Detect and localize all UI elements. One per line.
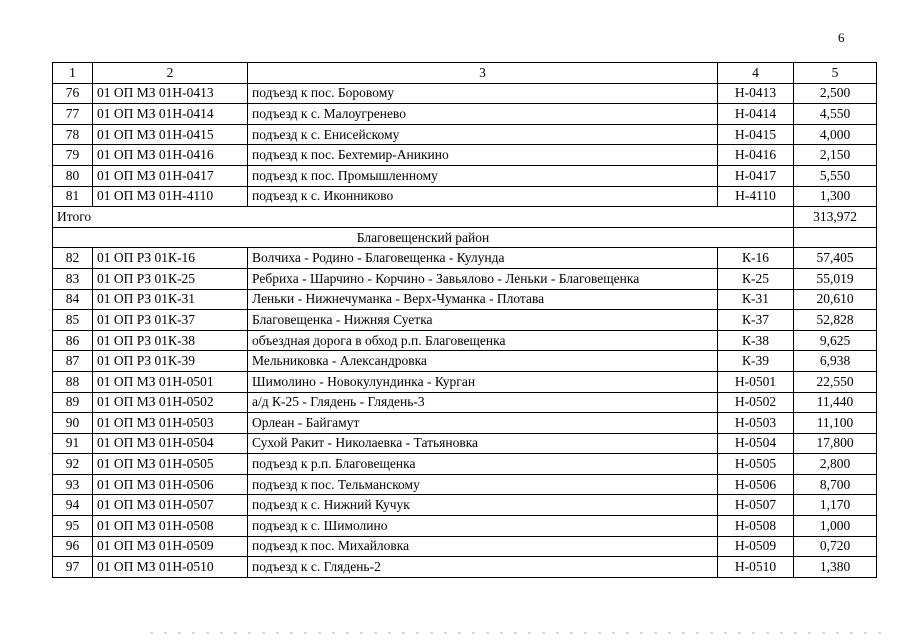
section-title: Благовещенский район <box>53 227 794 248</box>
road-id: 01 ОП РЗ 01К-16 <box>93 248 248 269</box>
road-name: а/д К-25 - Глядень - Глядень-3 <box>248 392 718 413</box>
table-row <box>53 495 877 516</box>
road-name: подъезд к пос. Промышленному <box>248 165 718 186</box>
road-code: К-16 <box>718 248 794 269</box>
road-name: подъезд к с. Енисейскому <box>248 124 718 145</box>
road-id: 01 ОП РЗ 01К-39 <box>93 351 248 372</box>
road-name: Сухой Ракит - Николаевка - Татьяновка <box>248 433 718 454</box>
road-length: 6,938 <box>794 351 877 372</box>
header-cell-1: 1 <box>53 63 93 84</box>
table-body <box>53 63 877 578</box>
row-number: 90 <box>53 413 93 434</box>
table-row <box>53 433 877 454</box>
road-id: 01 ОП МЗ 01Н-0506 <box>93 474 248 495</box>
row-number: 83 <box>53 268 93 289</box>
row-number: 85 <box>53 310 93 331</box>
road-code: Н-0508 <box>718 516 794 537</box>
road-code: К-38 <box>718 330 794 351</box>
table-row <box>53 186 877 207</box>
road-name: Волчиха - Родино - Благовещенка - Кулунда <box>248 248 718 269</box>
road-length: 20,610 <box>794 289 877 310</box>
road-name: подъезд к с. Малоугренево <box>248 104 718 125</box>
table-row <box>53 83 877 104</box>
road-id: 01 ОП РЗ 01К-37 <box>93 310 248 331</box>
total-row <box>53 207 877 228</box>
table-row <box>53 536 877 557</box>
road-id: 01 ОП МЗ 01Н-0508 <box>93 516 248 537</box>
road-length: 55,019 <box>794 268 877 289</box>
road-code: К-31 <box>718 289 794 310</box>
road-code: К-25 <box>718 268 794 289</box>
road-length: 1,000 <box>794 516 877 537</box>
road-id: 01 ОП МЗ 01Н-0505 <box>93 454 248 475</box>
row-number: 97 <box>53 557 93 578</box>
road-code: Н-0416 <box>718 145 794 166</box>
road-id: 01 ОП МЗ 01Н-0504 <box>93 433 248 454</box>
road-id: 01 ОП РЗ 01К-31 <box>93 289 248 310</box>
row-number: 80 <box>53 165 93 186</box>
road-code: Н-0507 <box>718 495 794 516</box>
table-row <box>53 145 877 166</box>
road-name: подъезд к с. Шимолино <box>248 516 718 537</box>
table-row <box>53 392 877 413</box>
road-name: подъезд к с. Глядень-2 <box>248 557 718 578</box>
total-label: Итого <box>53 207 794 228</box>
road-id: 01 ОП МЗ 01Н-0509 <box>93 536 248 557</box>
table-row <box>53 557 877 578</box>
road-length: 1,170 <box>794 495 877 516</box>
road-code: Н-0501 <box>718 371 794 392</box>
road-id: 01 ОП МЗ 01Н-0507 <box>93 495 248 516</box>
row-number: 81 <box>53 186 93 207</box>
road-code: Н-0510 <box>718 557 794 578</box>
header-row <box>53 63 877 84</box>
road-length: 0,720 <box>794 536 877 557</box>
total-value: 313,972 <box>794 207 877 228</box>
table-row <box>53 289 877 310</box>
header-cell-5: 5 <box>794 63 877 84</box>
row-number: 96 <box>53 536 93 557</box>
road-length: 2,150 <box>794 145 877 166</box>
road-code: Н-0509 <box>718 536 794 557</box>
road-id: 01 ОП МЗ 01Н-0503 <box>93 413 248 434</box>
road-code: Н-0504 <box>718 433 794 454</box>
road-length: 2,800 <box>794 454 877 475</box>
section-row <box>53 227 877 248</box>
road-length: 4,000 <box>794 124 877 145</box>
page-number: 6 <box>838 30 845 45</box>
table-row <box>53 104 877 125</box>
road-code: Н-0413 <box>718 83 794 104</box>
road-id: 01 ОП МЗ 01Н-0414 <box>93 104 248 125</box>
road-id: 01 ОП МЗ 01Н-0501 <box>93 371 248 392</box>
road-id: 01 ОП МЗ 01Н-0510 <box>93 557 248 578</box>
row-number: 91 <box>53 433 93 454</box>
road-code: Н-0417 <box>718 165 794 186</box>
row-number: 84 <box>53 289 93 310</box>
table-row <box>53 516 877 537</box>
road-length: 22,550 <box>794 371 877 392</box>
road-name: Мельниковка - Александровка <box>248 351 718 372</box>
road-length: 2,500 <box>794 83 877 104</box>
road-name: Орлеан - Байгамут <box>248 413 718 434</box>
row-number: 87 <box>53 351 93 372</box>
table-row <box>53 413 877 434</box>
row-number: 78 <box>53 124 93 145</box>
road-name: Леньки - Нижнечуманка - Верх-Чуманка - Плотава <box>248 289 718 310</box>
road-name: Ребриха - Шарчино - Корчино - Завьялово - Леньки - Благовещенка <box>248 268 718 289</box>
road-name: подъезд к с. Иконниково <box>248 186 718 207</box>
header-cell-3: 3 <box>248 63 718 84</box>
road-name: подъезд к пос. Боровому <box>248 83 718 104</box>
road-code: Н-0502 <box>718 392 794 413</box>
road-length: 1,380 <box>794 557 877 578</box>
road-length: 1,300 <box>794 186 877 207</box>
table-row <box>53 351 877 372</box>
road-length: 4,550 <box>794 104 877 125</box>
road-name: Шимолино - Новокулундинка - Курган <box>248 371 718 392</box>
row-number: 76 <box>53 83 93 104</box>
table-row <box>53 268 877 289</box>
road-code: Н-0503 <box>718 413 794 434</box>
row-number: 95 <box>53 516 93 537</box>
table-row <box>53 124 877 145</box>
road-id: 01 ОП МЗ 01Н-0502 <box>93 392 248 413</box>
row-number: 77 <box>53 104 93 125</box>
road-length: 5,550 <box>794 165 877 186</box>
table-row <box>53 474 877 495</box>
road-length: 17,800 <box>794 433 877 454</box>
road-length: 8,700 <box>794 474 877 495</box>
road-length: 57,405 <box>794 248 877 269</box>
road-length: 9,625 <box>794 330 877 351</box>
road-id: 01 ОП МЗ 01Н-0416 <box>93 145 248 166</box>
scan-noise-line <box>150 632 890 634</box>
table-row <box>53 371 877 392</box>
road-code: Н-0506 <box>718 474 794 495</box>
header-cell-4: 4 <box>718 63 794 84</box>
header-cell-2: 2 <box>93 63 248 84</box>
section-empty-cell <box>794 227 877 248</box>
row-number: 82 <box>53 248 93 269</box>
road-name: подъезд к р.п. Благовещенка <box>248 454 718 475</box>
row-number: 86 <box>53 330 93 351</box>
road-length: 11,100 <box>794 413 877 434</box>
row-number: 93 <box>53 474 93 495</box>
road-name: подъезд к с. Нижний Кучук <box>248 495 718 516</box>
road-id: 01 ОП МЗ 01Н-4110 <box>93 186 248 207</box>
road-id: 01 ОП МЗ 01Н-0413 <box>93 83 248 104</box>
road-code: Н-0414 <box>718 104 794 125</box>
road-name: подъезд к пос. Тельманскому <box>248 474 718 495</box>
row-number: 88 <box>53 371 93 392</box>
road-name: подъезд к пос. Михайловка <box>248 536 718 557</box>
road-id: 01 ОП МЗ 01Н-0415 <box>93 124 248 145</box>
road-id: 01 ОП МЗ 01Н-0417 <box>93 165 248 186</box>
row-number: 92 <box>53 454 93 475</box>
row-number: 79 <box>53 145 93 166</box>
road-code: К-37 <box>718 310 794 331</box>
road-name: подъезд к пос. Бехтемир-Аникино <box>248 145 718 166</box>
road-code: К-39 <box>718 351 794 372</box>
table-row <box>53 310 877 331</box>
roads-table <box>52 62 877 578</box>
road-length: 11,440 <box>794 392 877 413</box>
road-name: объездная дорога в обход р.п. Благовещенка <box>248 330 718 351</box>
row-number: 94 <box>53 495 93 516</box>
road-id: 01 ОП РЗ 01К-25 <box>93 268 248 289</box>
road-id: 01 ОП РЗ 01К-38 <box>93 330 248 351</box>
road-code: Н-0415 <box>718 124 794 145</box>
road-name: Благовещенка - Нижняя Суетка <box>248 310 718 331</box>
table-row <box>53 454 877 475</box>
road-length: 52,828 <box>794 310 877 331</box>
road-code: Н-0505 <box>718 454 794 475</box>
road-code: Н-4110 <box>718 186 794 207</box>
table-row <box>53 330 877 351</box>
table-row <box>53 248 877 269</box>
table-row <box>53 165 877 186</box>
row-number: 89 <box>53 392 93 413</box>
